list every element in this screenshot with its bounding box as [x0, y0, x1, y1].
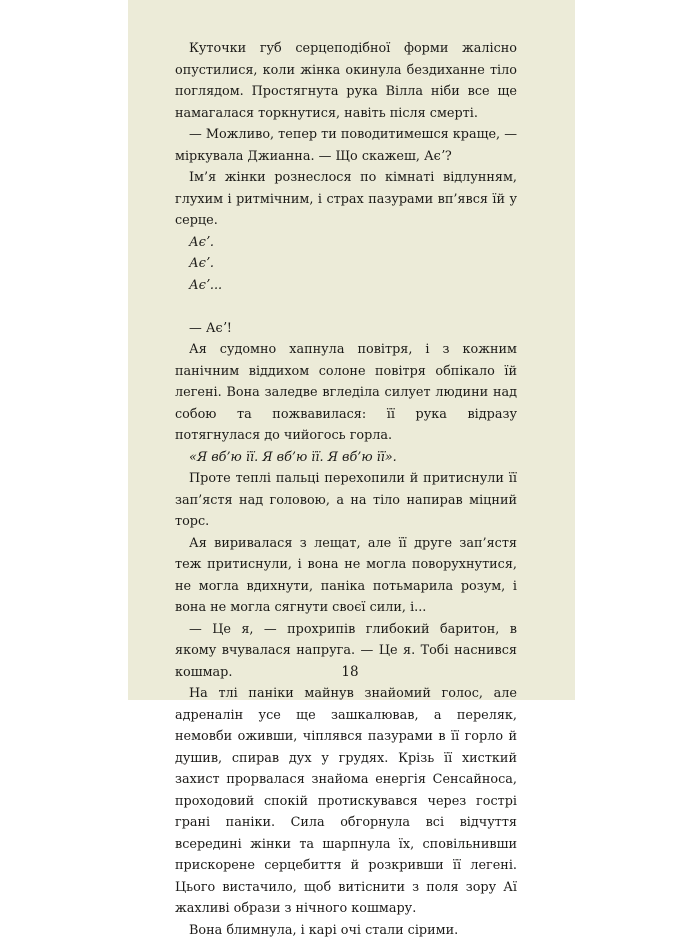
page-text: [175, 38, 517, 941]
paragraph: Куточки губ серцеподібної форми жалісно опустилися, коли жінка окинула бездиханне тіло поглядом. Простягнута рука Вілла ніби все ще намагалася торкнутися, навіть після смерті.: [175, 38, 517, 124]
paragraph-echo: Аєʼ.: [175, 232, 517, 254]
paragraph: — Це я, — прохрипів глибокий баритон, в якому вчувалася напруга. — Це я. Тобі наснився кошмар.: [175, 619, 517, 684]
paragraph: — Можливо, тепер ти поводитимешся краще, — міркувала Джианна. — Що скажеш, Аєʼ?: [175, 124, 517, 167]
paragraph-thought: «Я вб’ю її. Я вб’ю її. Я вб’ю її».: [175, 447, 517, 469]
paragraph: Ім’я жінки рознеслося по кімнаті відлунням, глухим і ритмічним, і страх пазурами вп’явся їй у серце.: [175, 167, 517, 232]
page-number: 18: [0, 664, 700, 680]
paragraph: Проте теплі пальці перехопили й притиснули її зап’ястя над головою, а на тіло напирав міцний торс.: [175, 468, 517, 533]
paragraph: Ая виривалася з лещат, але її друге зап’ястя теж притиснули, і вона не могла поворухнутися, не могла вдихнути, паніка потьмарила розум, і вона не могла сягнути своєї сили, і...: [175, 533, 517, 619]
paragraph-echo: Аєʼ.: [175, 253, 517, 275]
paragraph-echo: Аєʼ...: [175, 275, 517, 297]
paragraph: Ая судомно хапнула повітря, і з кожним панічним віддихом солоне повітря обпікало їй легені. Вона заледве вгледіла силует людини над собою та пожвавилася: її рука відразу потягнулася до чийогось горла.: [175, 339, 517, 447]
paragraph: Вона блимнула, і карі очі стали сірими.: [175, 920, 517, 941]
paragraph: — Аєʼ!: [175, 318, 517, 340]
paragraph: На тлі паніки майнув знайомий голос, але адреналін усе ще зашкалював, а переляк, немовби оживши, чіплявся пазурами в її горло й душив, спирав дух у грудях. Крізь її хисткий захист прорвалася знайома енергія Сенсайноса, проходовий спокій протискувався через гострі грані паніки. Сила обгорнула всі відчуття всередині жінки та шарпнула їх, сповільнивши прискорене серцебиття й розкривши її легені. Цього вистачило, щоб витіснити з поля зору Аї жахливі образи з нічного кошмару.: [175, 683, 517, 920]
